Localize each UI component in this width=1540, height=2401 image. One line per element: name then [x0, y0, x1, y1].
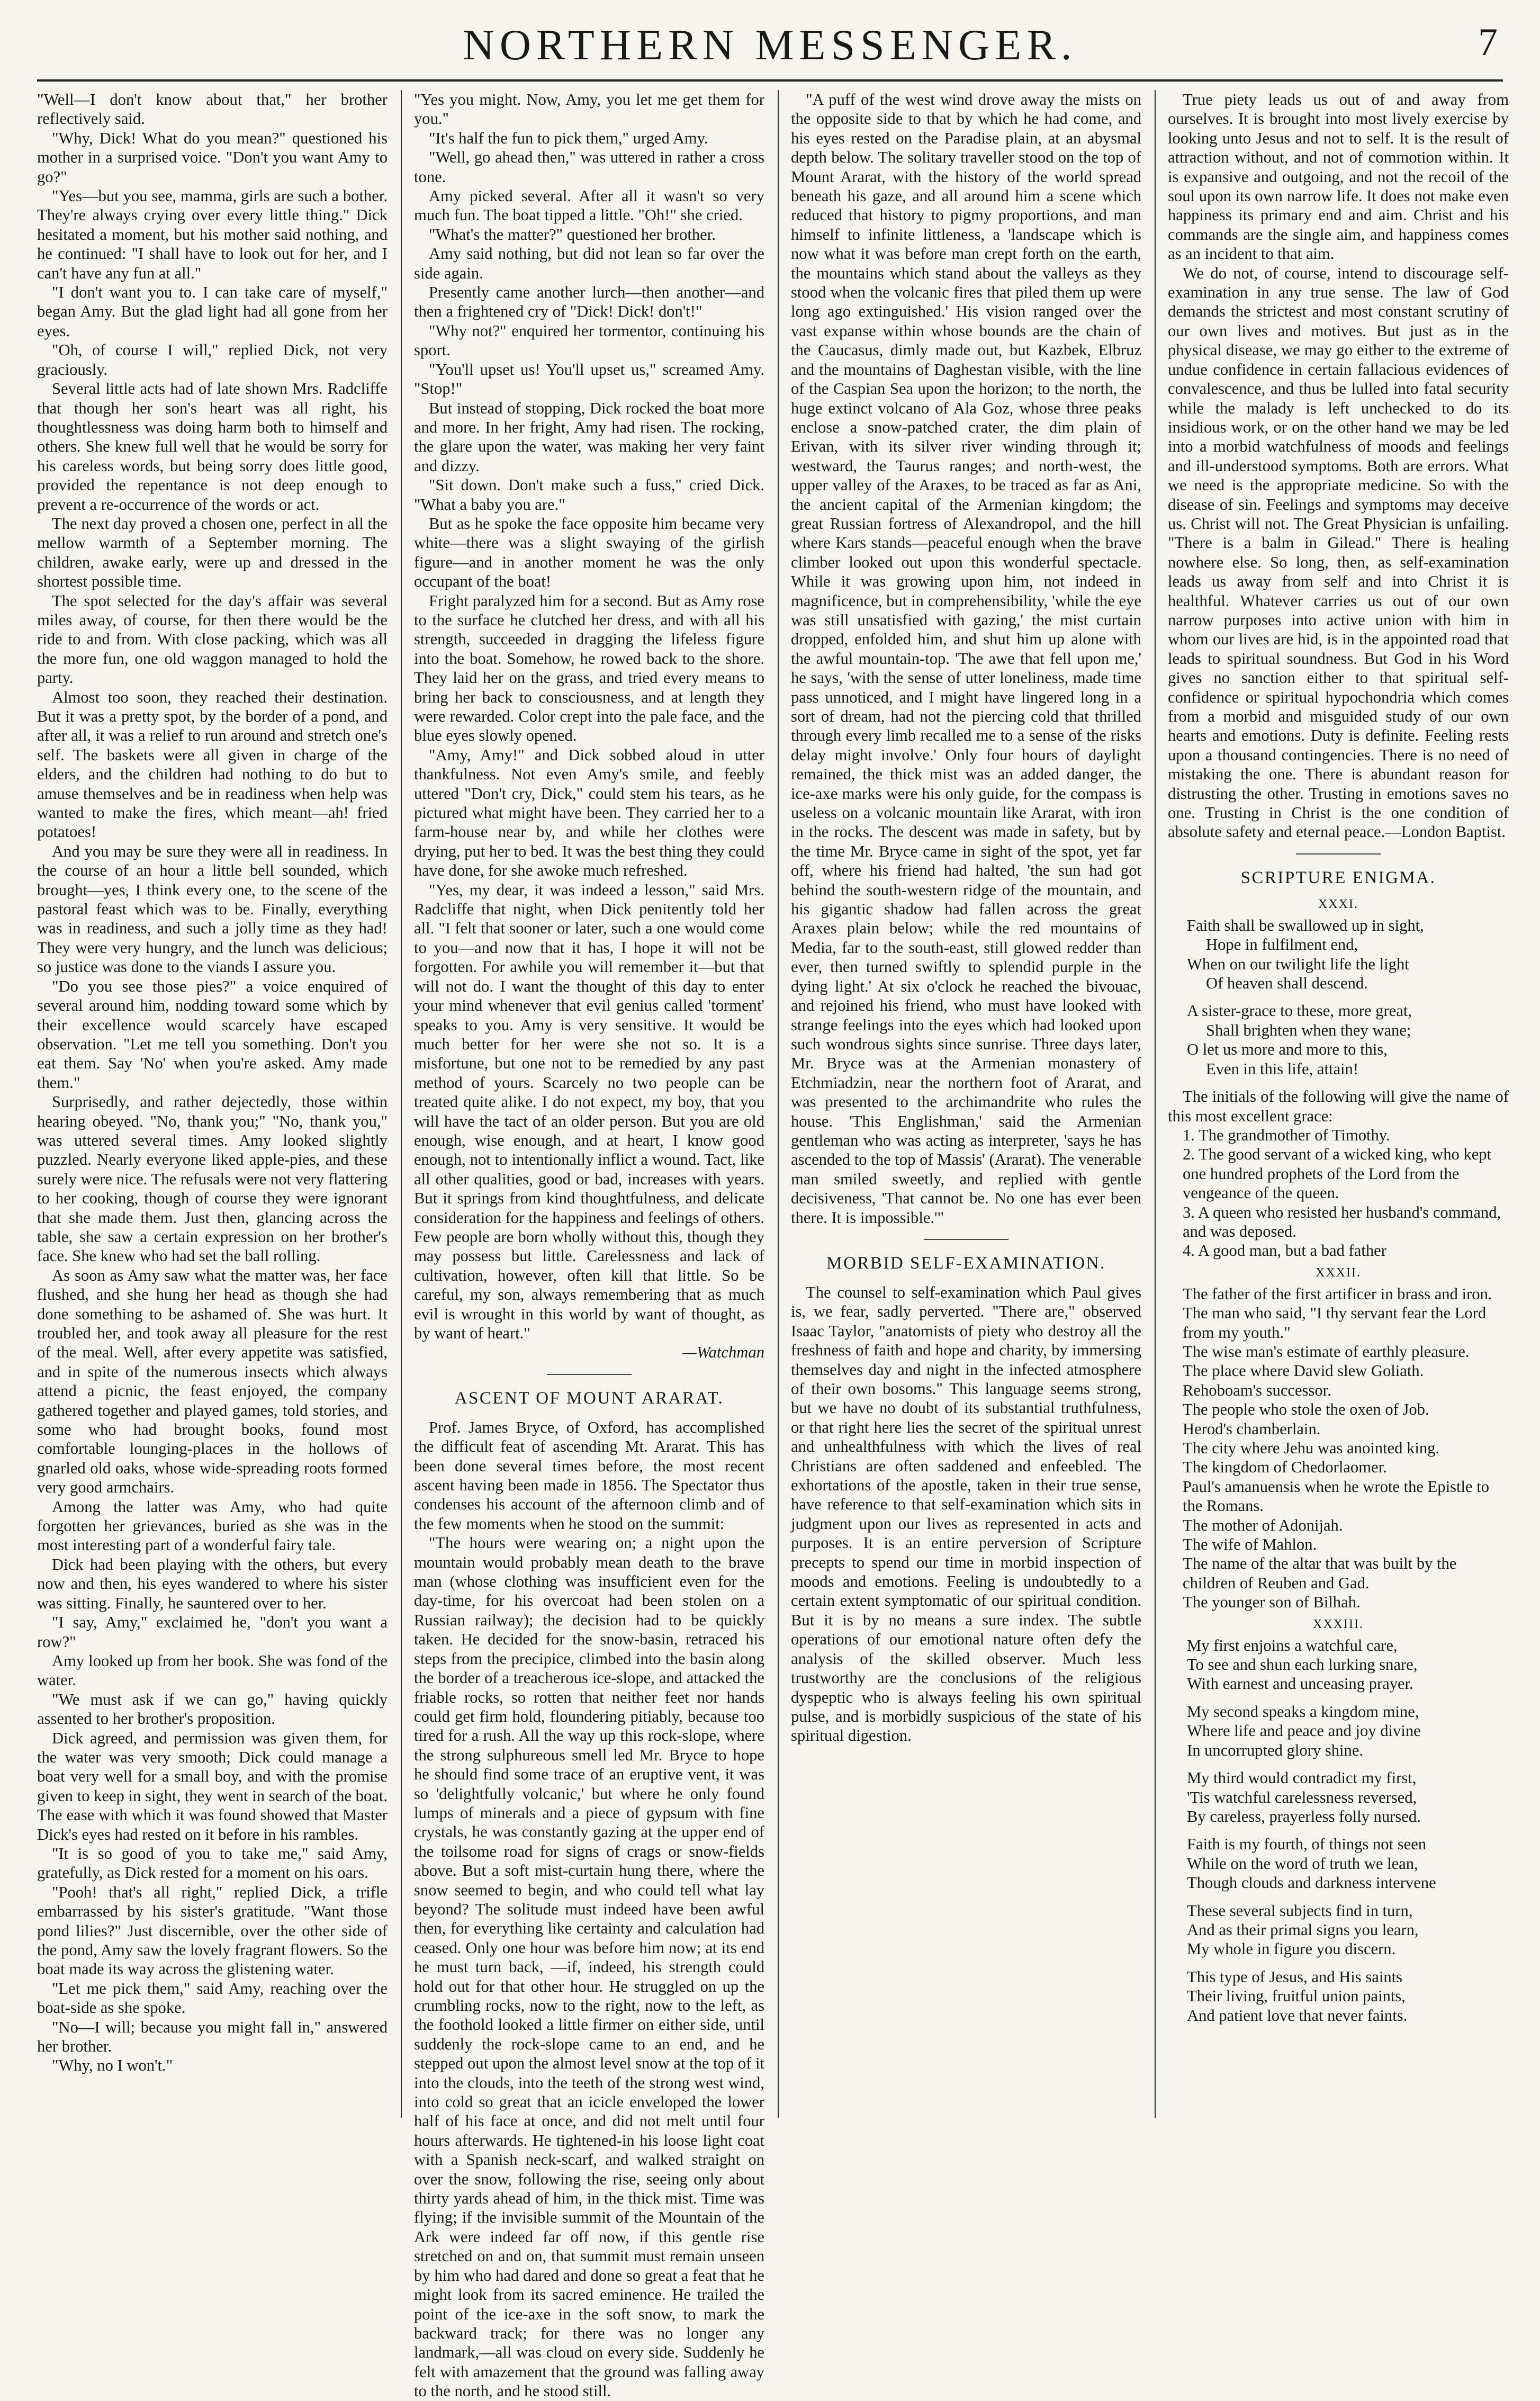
- column-separator: [778, 90, 779, 2118]
- verse: [1187, 1835, 1509, 1892]
- verse: [1187, 1001, 1509, 1078]
- story-paragraph: Presently came another lurch—then another—and then a frightened cry of "Dick! Dick! don't!": [414, 283, 764, 321]
- enigma-numeral: XXXI.: [1318, 897, 1358, 911]
- list-item: The man who said, "I thy servant fear the Lord from my youth.": [1183, 1304, 1487, 1342]
- list-item: The wise man's estimate of earthly pleasure.: [1183, 1342, 1470, 1361]
- verse-line: While on the word of truth we lean,: [1187, 1854, 1418, 1873]
- list-item: Paul's amanuensis when he wrote the Epistle to the Romans.: [1183, 1477, 1490, 1515]
- article-paragraph: "A puff of the west wind drove away the mists on the opposite side to that by which he had come, and his eyes rested on the Paradise plain, at an abysmal depth below. The solitary traveller stood on the top of Mount Ararat, with the history of the world spread beneath his gaze, and all around him a scene which reduced that history to pigmy proportions, and man himself to infinite littleness, a 'landscape which is now what it was before man crept forth on the earth, the mountains which stand about the valleys as they stood when the volcanic fires that piled them up were long ago extinguished.' His vision ranged over the vast expanse within whose bounds are the chain of the Caucasus, dimly made out, but Kazbek, Elbruz and the mountains of Daghestan visible, with the line of the Caspian Sea upon the horizon; to the north, the huge extinct volcano of Ala Goz, whose three peaks enclose a snow-patched crater, the dim plain of Erivan, with its silver river winding through it; westward, the Taurus ranges; and north-west, the upper valley of the Araxes, to be traced as far as Ani, the ancient capital of the Armenian kingdom; the great Russian fortress of Alexandropol, and the hill where Kars stands—peaceful enough when the brave climber looked out upon this wonderful spectacle. While it was growing upon him, not indeed in magnificence, but in comprehensibility, 'while the eye was still unsatisfied with gazing,' the mist curtain dropped, enfolded him, and shut him up alone with the awful mountain-top. 'The awe that fell upon me,' he says, 'with the sense of utter loneliness, made time pass unnoticed, and I might have lingered long in a sort of dream, had not the piercing cold that thrilled through every limb recalled me to a sense of the risks delay might involve.' Only four hours of daylight remained, the thick mist was an added danger, the ice-axe marks were his only guide, for the compass is useless on a volcanic mountain like Ararat, with iron in the rocks. The descent was made in safety, but by the time Mr. Bryce came in sight of the spot, yet far off, where his friend had halted, 'the sun had got behind the south-western ridge of the mountain, and his gigantic shadow had fallen across the great Araxes plain below; while the red mountains of Media, far to the south-east, still glowed redder than ever, then turned swiftly to splendid purple in the dying light.' At six o'clock he reached the bivouac, and rejoined his friend, who must have looked with strange feelings into the eyes which had looked upon such wondrous sights since sunrise. Three days later, Mr. Bryce was at the Armenian monastery of Etchmiadzin, near the northern foot of Ararat, and was presented to the archimandrite who rules the house. 'This Englishman,' said the Armenian gentleman who was acting as interpreter, 'says he has ascended to the top of Massis' (Ararat). The venerable man smiled sweetly, and replied with gentle decisiveness, 'That cannot be. No one has ever been there. It is impossible.'": [791, 91, 1141, 1227]
- verse-line: 'Tis watchful carelessness reversed,: [1187, 1788, 1417, 1806]
- section-divider: [1296, 853, 1381, 855]
- list-item: The city where Jehu was anointed king.: [1183, 1439, 1440, 1457]
- verse-line: To see and shun each lurking snare,: [1187, 1656, 1418, 1674]
- verse-line: O let us more and more to this,: [1187, 1040, 1388, 1059]
- story-paragraph: "Yes, my dear, it was indeed a lesson," said Mrs. Radcliffe that night, when Dick penitently told her all. "I felt that sooner or later, such a one would come to you—and now that it has, I hope it will not be forgotten. For awhile you will remember it—but that will not do. I want the thought of this day to enter your mind whenever that evil genius called 'torment' speaks to you. Amy is very sensitive. It would be much better for her were she not so. It is a misfortune, but one not to be remedied by any past method of yours. Scarcely no two people can be treated quite alike. I do not expect, my boy, that you will have the tact of an older person. But you are old enough, wise enough, and at heart, I know good enough, not to intentionally inflict a wound. Tact, like all other qualities, good or bad, increases with years. But it springs from kind thoughtfulness, and delicate consideration for the happiness and feelings of others. Few people are born wholly without this, though they may possess but little. Carelessness and lack of cultivation, however, often kill that little. So be careful, my son, always remembering that as much evil is wrought in this world by want of thought, as by want of heart.": [414, 880, 764, 1342]
- verse: [1187, 916, 1509, 993]
- story-paragraph: "Amy, Amy!" and Dick sobbed aloud in utter thankfulness. Not even Amy's smile, and feebly uttered "Don't cry, Dick," could stem his tears, as he pictured what might have been. They carried her to a farm-house near by, and while her clothes were drying, put her to bed. It was the best thing they could have done, for she awoke much refreshed.: [414, 745, 764, 880]
- verse-line: My third would contradict my first,: [1187, 1769, 1417, 1787]
- enigma-list: [1168, 1126, 1509, 1261]
- list-item: The place where David slew Goliath.: [1183, 1362, 1424, 1380]
- list-item: 4. A good man, but a bad father: [1183, 1242, 1386, 1260]
- verse-line: Faith shall be swallowed up in sight,: [1187, 916, 1424, 934]
- verse-line: My whole in figure you discern.: [1187, 1940, 1396, 1958]
- story-paragraph: And you may be sure they were all in readiness. In the course of an hour a little bell sounded, which brought—yes, I think every one, to the scene of the pastoral feast which was to be. Finally, everything was in readiness, and such a jolly time as they had! They were very hungry, and the lunch was delicious; so justice was done to the viands I assure you.: [37, 842, 388, 976]
- article-paragraph: The counsel to self-examination which Paul gives is, we fear, sadly perverted. "There are," observed Isaac Taylor, "anatomists of piety who destroy all the freshness of faith and hope and charity, by immersing themselves day and night in the infected atmosphere of their own bosoms." This language seems strong, but we have no doubt of its substantial truthfulness, or that right here lies the secret of the spiritual unrest and unhealthfulness with which the lives of real Christians are often saddened and enfeebled. The exhortations of the apostle, taken in their true sense, have reference to that self-examination which sits in judgment upon our lives as represented in acts and purposes. It is an entire perversion of Scripture precepts to spend our time in morbid inspection of moods and emotions. Feeling is undoubtedly to a certain extent symptomatic of our spiritual condition. But it is by no means a sure index. The subtle operations of our emotional nature often defy the analysis of the skilled observer. Much less trustworthy are the conclusions of the religious dyspeptic who is always feeling his own spiritual pulse, and is morbidly suspicious of the state of his spiritual digestion.: [791, 1283, 1141, 1745]
- story-paragraph: Several little acts had of late shown Mrs. Radcliffe that though her son's heart was all right, his thoughtlessness was doing harm both to himself and others. She knew full well that he would be sorry for his careless words, but being sorry does little good, provided the repentance is not deep enough to prevent a re-occurrence of the words or act.: [37, 380, 388, 514]
- story-paragraph: Fright paralyzed him for a second. But as Amy rose to the surface he clutched her dress, and with all his strength, succeeded in dragging the lifeless figure into the boat. Somehow, he rowed back to the shore. They laid her on the grass, and tried every means to bring her back to consciousness, and at length they were rewarded. Color crept into the pale face, and the blue eyes slowly opened.: [414, 591, 764, 745]
- verse-line: Shall brighten when they wane;: [1206, 1021, 1411, 1039]
- article-paragraph: Prof. James Bryce, of Oxford, has accomplished the difficult feat of ascending Mt. Ararat. This has been done several times before, the most recent ascent having been made in 1856. The Spectator thus condenses his account of the afternoon climb and of the few moments when he stood on the summit:: [414, 1418, 764, 1533]
- list-item: 2. The good servant of a wicked king, who kept one hundred prophets of the Lord from the vengeance of the queen.: [1183, 1145, 1492, 1202]
- story-paragraph: "You'll upset us! You'll upset us," screamed Amy. "Stop!": [414, 360, 764, 398]
- attribution: —Watchman: [682, 1343, 764, 1362]
- story-paragraph: The next day proved a chosen one, perfect in all the mellow warmth of a September morning. The children, awake early, were up and dressed in the shortest possible time.: [37, 514, 388, 591]
- list-item: The father of the first artificer in brass and iron.: [1183, 1284, 1492, 1303]
- masthead-rule: [37, 79, 1503, 82]
- story-paragraph: Among the latter was Amy, who had quite forgotten her grievances, buried as she was in the most interesting part of a wonderful fairy tale.: [37, 1497, 388, 1554]
- verse-line: Hope in fulfilment end,: [1206, 936, 1358, 954]
- story-paragraph: Amy said nothing, but did not lean so far over the side again.: [414, 245, 764, 282]
- story-paragraph: "Oh, of course I will," replied Dick, not very graciously.: [37, 341, 388, 379]
- verse-line: A sister-grace to these, more great,: [1187, 1002, 1412, 1020]
- enigma-intro: The initials of the following will give the name of this most excellent grace:: [1168, 1087, 1509, 1125]
- verse: [1187, 1768, 1509, 1826]
- story-paragraph: "Let me pick them," said Amy, reaching over the boat-side as she spoke.: [37, 1979, 388, 2017]
- story-paragraph: "Why, no I won't.": [52, 2056, 173, 2075]
- story-paragraph: "It's half the fun to pick them," urged Amy.: [429, 129, 708, 147]
- verse-line: When on our twilight life the light: [1187, 955, 1409, 973]
- column-separator: [401, 90, 402, 2118]
- story-paragraph: "Yes you might. Now, Amy, you let me get them for you.": [414, 91, 764, 128]
- story-paragraph: "Well, go ahead then," was uttered in rather a cross tone.: [414, 148, 764, 186]
- story-paragraph: "Well—I don't know about that," her brother reflectively said.: [37, 91, 388, 128]
- verse: [1187, 1967, 1509, 2025]
- verse-line: My second speaks a kingdom mine,: [1187, 1702, 1419, 1721]
- list-item: The mother of Adonijah.: [1183, 1516, 1343, 1534]
- article-paragraph: True piety leads us out of and away from ourselves. It is brought into most lively exercise by looking unto Jesus and not to self. It is the result of attraction without, and not of commotion within. It is expansive and outgoing, and not the recoil of the soul upon its own narrow life. It does not make even happiness its primary end and aim. Christ and his commands are the single aim, and happiness comes as an incident to that aim.: [1168, 91, 1509, 263]
- article-heading-enigma: SCRIPTURE ENIGMA.: [1240, 868, 1436, 887]
- section-divider: [924, 1239, 1008, 1240]
- list-item: The name of the altar that was built by the children of Reuben and Gad.: [1183, 1554, 1457, 1592]
- story-paragraph: "Sit down. Don't make such a fuss," cried Dick. "What a baby you are.": [414, 476, 764, 514]
- page-columns: [37, 90, 1509, 2400]
- story-paragraph: But as he spoke the face opposite him became very white—there was a slight swaying of the girlish figure—and in another moment he was the only occupant of the boat!: [414, 514, 764, 591]
- verse-line: Faith is my fourth, of things not seen: [1187, 1835, 1427, 1854]
- verse: [1187, 1636, 1509, 1694]
- list-item: The younger son of Bilhah.: [1183, 1593, 1361, 1612]
- story-paragraph: "I say, Amy," exclaimed he, "don't you want a row?": [37, 1613, 388, 1651]
- column-separator: [1155, 90, 1156, 2118]
- story-paragraph: Dick agreed, and permission was given them, for the water was very smooth; Dick could manage a boat very well for a small boy, and with the promise given to keep in sight, they went in search of the boat. The ease with which it was found showed that Master Dick's eyes had rested on it before in his rambles.: [37, 1729, 388, 1844]
- list-item: The wife of Mahlon.: [1183, 1535, 1317, 1554]
- story-paragraph: As soon as Amy saw what the matter was, her face flushed, and she hung her head as though she had done something to be ashamed of. She was hurt. It troubled her, and took away all pleasure for the rest of the meal. Well, after every appetite was satisfied, and in spite of the numerous insects which always attend a picnic, the feast enjoyed, the company gathered together and played games, told stories, and some who had brought books, found most comfortable lounging-places in the hollows of gnarled old oaks, whose wide-spreading roots formed very good armchairs.: [37, 1266, 388, 1497]
- verse-line: Their living, fruitful union paints,: [1187, 1987, 1406, 2006]
- verse-line: My first enjoins a watchful care,: [1187, 1636, 1398, 1654]
- verse-line: This type of Jesus, and His saints: [1187, 1967, 1403, 1986]
- story-paragraph: "Yes—but you see, mamma, girls are such a bother. They're always crying over every little thing." Dick hesitated a moment, but his mother said nothing, and he continued: "I shall have to look out for her, and I can't have any fun at all.": [37, 187, 388, 282]
- enigma-list: [1168, 1284, 1509, 1612]
- article-paragraph: We do not, of course, intend to discourage self-examination in any true sense. The law of God demands the strictest and most constant scrutiny of our own lives and motives. But just as in the physical disease, we may go either to the extreme of undue confidence in certain fallacious evidences of convalescence, and thus be lulled into fatal security while the malady is left unchecked to do its insidious work, or on the other hand we may be led into a morbid watchfulness of moods and feelings and ill-understood symptoms. Both are errors. What we need is the appropriate medicine. So with the disease of sin. Feelings and symptoms may deceive us. Christ will not. The Great Physician is unfailing. "There is a balm in Gilead." There is healing nowhere else. So long, then, as self-examination leads us away from self and into Christ it is healthful. Whatever carries us out of our own narrow purposes into active union with him in whom our lives are hid, is in the appointed road that leads to spiritual soundness. But God in his Word gives no sanction either to that spiritual self-confidence or spiritual hypochondria which comes from a morbid and misguided study of our own hearts and emotions. Duty is definite. Feeling rests upon a thousand contingencies. There is no need of mistaking the one. There is abundant reason for distrusting the other. Trusting in emotions saves no one. Trusting in Christ is the one condition of absolute safety and eternal peace.—London Baptist.: [1168, 264, 1509, 841]
- story-paragraph: The spot selected for the day's affair was several miles away, of course, for then there would be the ride to and from. With close packing, which was all the more fun, one old waggon managed to hold the party.: [37, 591, 388, 687]
- column-3: [791, 90, 1141, 2118]
- verse-line: In uncorrupted glory shine.: [1187, 1741, 1364, 1759]
- verse-line: Even in this life, attain!: [1206, 1059, 1359, 1078]
- column-2: [414, 90, 764, 2400]
- verse-line: Of heaven shall descend.: [1206, 974, 1368, 993]
- article-heading-morbid: MORBID SELF-EXAMINATION.: [826, 1253, 1106, 1273]
- story-paragraph: Amy picked several. After all it wasn't so very much fun. The boat tipped a little. "Oh!" she cried.: [414, 187, 764, 224]
- story-paragraph: "What's the matter?" questioned her brother.: [429, 225, 716, 244]
- list-item: 3. A queen who resisted her husband's command, and was deposed.: [1183, 1203, 1501, 1240]
- story-paragraph: "No—I will; because you might fall in," answered her brother.: [37, 2018, 388, 2056]
- story-paragraph: "It is so good of you to take me," said Amy, gratefully, as Dick rested for a moment on his oars.: [37, 1844, 388, 1882]
- section-divider: [547, 1374, 632, 1375]
- newspaper-title: NORTHERN MESSENGER.: [463, 21, 1077, 69]
- verse-line: Though clouds and darkness intervene: [1187, 1874, 1436, 1892]
- list-item: Rehoboam's successor.: [1183, 1381, 1331, 1399]
- story-paragraph: "We must ask if we can go," having quickly assented to her brother's proposition.: [37, 1690, 388, 1728]
- story-paragraph: Amy looked up from her book. She was fond of the water.: [37, 1651, 388, 1689]
- verse: [1187, 1702, 1509, 1760]
- page-number: 7: [1478, 21, 1498, 64]
- article-heading-ararat: ASCENT OF MOUNT ARARAT.: [454, 1388, 724, 1408]
- masthead: [37, 13, 1503, 71]
- enigma-numeral: XXXII.: [1316, 1265, 1361, 1280]
- verse-line: These several subjects find in turn,: [1187, 1901, 1413, 1920]
- list-item: 1. The grandmother of Timothy.: [1183, 1126, 1390, 1144]
- list-item: Herod's chamberlain.: [1183, 1419, 1321, 1438]
- verse: [1187, 1901, 1509, 1959]
- story-paragraph: Surprisedly, and rather dejectedly, those within hearing obeyed. "No, thank you;" "No, thank you," was uttered several times. Amy looked slightly puzzled. Nearly everyone liked apple-pies, and these surely were nice. The refusals were not very flattering to her cooking, though of course they were ignorant that she made them. Just then, glancing across the table, she saw a certain expression on her brother's face. She knew who had set the ball rolling.: [37, 1093, 388, 1265]
- article-paragraph: "The hours were wearing on; a night upon the mountain would probably mean death to the brave man (whose clothing was insufficient even for the day-time, for his overcoat had been stolen on a Russian railway); the decision had to be quickly taken. He decided for the snow-basin, retraced his steps from the precipice, climbed into the basin along the border of a treacherous ice-slope, and attacked the friable rocks, so rotten that neither feet nor hands could get firm hold, floundering pitiably, because too tired for a rush. All the way up this rock-slope, where the strong sulphureous smell led Mr. Bryce to hope he should find some trace of an eruptive vent, it was so 'delightfully volcanic,' but where he only found lumps of minerals and a piece of gypsum with fine crystals, he was constantly gazing at the upper end of the toilsome road for signs of crags or snow-fields above. But a soft mist-curtain hung there, where the snow seemed to begin, and who could tell what lay beyond? The solitude must indeed have been awful then, for everything like certainty and calculation had ceased. Only one hour was before him now; at its end he must turn back, —if, indeed, his strength could hold out for that other hour. He struggled on up the crumbling rocks, now to the right, now to the left, as the foothold looked a little firmer on either side, until suddenly the rock-slope came to an end, and he stepped out upon the almost level snow at the top of it into the clouds, into the teeth of the strong west wind, into cold so great that an icicle enveloped the lower half of his face at once, and did not melt until four hours afterwards. He tightened-in his loose light coat with a Spanish neck-scarf, and walked straight on over the snow, following the rise, seeing only about thirty yards ahead of him, in the thick mist. Time was flying; if the invisible summit of the Mountain of the Ark were indeed far off now, if this gentle rise stretched on and on, that summit must remain unseen by him who had dared and done so great a feat that he might look from its sacred eminence. He trailed the point of the ice-axe in the soft snow, to mark the backward track; for there was no longer any landmark,—all was cloud on every side. Suddenly he felt with amazement that the ground was falling away to the north, and he stood still.: [414, 1534, 764, 2400]
- column-1: [37, 90, 388, 2118]
- verse-line: And as their primal signs you learn,: [1187, 1920, 1419, 1939]
- verse-line: And patient love that never faints.: [1187, 2006, 1408, 2025]
- verse-line: With earnest and unceasing prayer.: [1187, 1675, 1413, 1693]
- story-paragraph: But instead of stopping, Dick rocked the boat more and more. In her fright, Amy had risen. The rocking, the glare upon the water, was making her very faint and dizzy.: [414, 399, 764, 475]
- verse-line: Where life and peace and joy divine: [1187, 1722, 1421, 1740]
- list-item: The kingdom of Chedorlaomer.: [1183, 1458, 1387, 1477]
- story-paragraph: "Why not?" enquired her tormentor, continuing his sport.: [414, 321, 764, 359]
- story-paragraph: "I don't want you to. I can take care of myself," began Amy. But the glad light had all gone from her eyes.: [37, 283, 388, 340]
- story-paragraph: Dick had been playing with the others, but every now and then, his eyes wandered to where his sister was sitting. Finally, he sauntered over to her.: [37, 1555, 388, 1612]
- story-paragraph: "Pooh! that's all right," replied Dick, a trifle embarrassed by his sister's gratitude. "Want those pond lilies?" Just discernible, over the other side of the pond, Amy saw the lovely fragrant flowers. So the boat made its way across the glistening water.: [37, 1883, 388, 1979]
- story-paragraph: "Why, Dick! What do you mean?" questioned his mother in a surprised voice. "Don't you want Amy to go?": [37, 129, 388, 186]
- list-item: The people who stole the oxen of Job.: [1183, 1400, 1429, 1419]
- story-paragraph: Almost too soon, they reached their destination. But it was a pretty spot, by the border of a pond, and after all, it was a relief to run around and stretch one's self. The baskets were all given in charge of the elders, and the children had nothing to do but to amuse themselves and be in readiness when help was wanted to make the fires, which meant—ah! fried potatoes!: [37, 688, 388, 841]
- story-paragraph: "Do you see those pies?" a voice enquired of several around him, nodding toward some which by their excellence would scarcely have escaped observation. "Let me tell you something. Don't you eat them. Say 'No' when you're asked. Amy made them.": [37, 977, 388, 1092]
- column-4: [1168, 90, 1509, 2118]
- enigma-numeral: XXXIII.: [1313, 1617, 1364, 1631]
- verse-line: By careless, prayerless folly nursed.: [1187, 1807, 1421, 1826]
